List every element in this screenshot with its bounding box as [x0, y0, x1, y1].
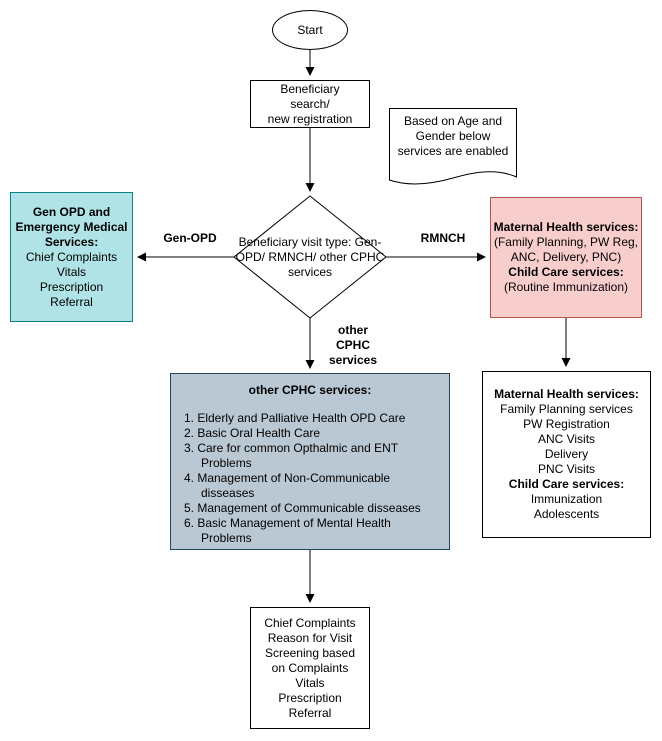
note-line: services are enabled: [397, 144, 509, 158]
maternal-detail-box: [482, 371, 651, 538]
maternal-detail-line: Delivery: [544, 447, 589, 461]
decision-diamond-label: [234, 196, 386, 318]
visit-detail-line: on Complaints: [271, 660, 349, 675]
maternal-detail-line: Adolescents: [533, 507, 600, 521]
visit-detail-line: Vitals: [295, 675, 325, 690]
other-cphc-box: [170, 373, 450, 550]
rmnch-maternal-detail: (Family Planning, PW Reg, ANC, Delivery, PNC): [493, 235, 639, 264]
maternal-detail-heading: Maternal Health services:: [494, 387, 639, 401]
gen-opd-item: Prescription: [39, 279, 104, 294]
gen-opd-item: Chief Complaints: [25, 249, 118, 264]
rmnch-heading-child-care: Child Care services:: [508, 265, 624, 279]
edge-label-gen-opd: Gen-OPD: [163, 231, 217, 245]
edge-label-other-cphc: other CPHC services: [328, 323, 378, 367]
start-label: Start: [297, 22, 323, 37]
gen-opd-heading: Gen OPD and Emergency Medical Services:: [15, 204, 128, 249]
cphc-item: 5. Management of Communicable disseases: [184, 501, 421, 515]
visit-detail-line: Referral: [288, 705, 332, 720]
edge-label-rmnch: RMNCH: [420, 231, 466, 245]
note-line: Based on Age and: [403, 114, 503, 128]
cphc-item: 4. Management of Non-Communicable disseases: [184, 471, 391, 500]
visit-detail-line: Reason for Visit: [267, 630, 353, 645]
cphc-item: 2. Basic Oral Health Care: [184, 426, 321, 440]
note-line: Gender below: [415, 129, 491, 143]
rmnch-heading-maternal: Maternal Health services:: [493, 220, 639, 234]
visit-detail-line: Screening based: [264, 645, 356, 660]
visit-detail-line: Prescription: [278, 690, 342, 705]
note-text: [391, 114, 515, 159]
cphc-list: [184, 411, 436, 546]
search-line: Beneficiary: [280, 81, 340, 96]
child-care-heading: Child Care services:: [508, 477, 625, 491]
rmnch-box: [490, 197, 642, 318]
maternal-detail-line: Family Planning services: [500, 402, 633, 416]
maternal-detail-line: PW Registration: [523, 417, 610, 431]
beneficiary-search-node: [250, 80, 370, 128]
start-node: [272, 10, 348, 50]
cphc-heading: other CPHC services:: [248, 383, 372, 397]
search-line: search/: [290, 96, 330, 111]
rmnch-child-care-detail: (Routine Immunization): [503, 280, 629, 294]
gen-opd-item: Referral: [50, 294, 93, 309]
maternal-detail-line: PNC Visits: [537, 462, 596, 476]
cphc-item: 3. Care for common Opthalmic and ENT Problems: [184, 441, 398, 470]
decision-text: Beneficiary visit type: Gen-OPD/ RMNCH/ other CPHC services: [235, 234, 385, 279]
maternal-detail-line: Immunization: [530, 492, 603, 506]
cphc-item: 1. Elderly and Palliative Health OPD Care: [184, 411, 406, 425]
gen-opd-item: Vitals: [56, 264, 87, 279]
cphc-item: 6. Basic Management of Mental Health Problems: [184, 516, 391, 545]
visit-detail-line: Chief Complaints: [264, 615, 356, 630]
maternal-detail-line: ANC Visits: [537, 432, 596, 446]
visit-detail-box: [250, 607, 370, 729]
gen-opd-box: [10, 192, 133, 322]
search-line: new registration: [267, 111, 353, 126]
